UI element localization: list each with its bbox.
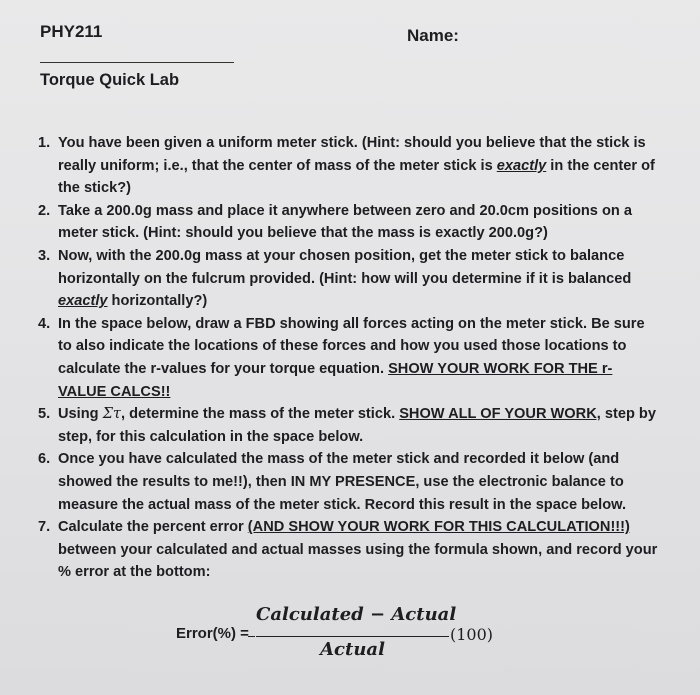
- step-item: [38, 245, 658, 313]
- header-rule: [40, 62, 234, 63]
- step-item: [38, 403, 658, 448]
- step-number: 2.: [38, 202, 51, 219]
- step-text: Now, with the 200.0g mass at your chosen position, get the meter stick to balance horizontally on the fulcrum provided. (Hint: how will you determine if it is balanced: [58, 247, 632, 287]
- formula-denominator: Actual: [320, 639, 385, 660]
- step-number: 4.: [38, 315, 51, 332]
- formula-numerator: Calculated − Actual: [256, 604, 457, 625]
- step-text: Calculate the percent error: [58, 519, 248, 536]
- step-number: 6.: [38, 451, 51, 468]
- instruction-list: [38, 132, 658, 584]
- name-label: Name:: [407, 26, 459, 45]
- course-code: PHY211: [40, 22, 103, 41]
- formula-label: Error(%) =: [176, 625, 249, 642]
- step-item: [38, 313, 658, 403]
- fraction-bar: [256, 636, 449, 637]
- step-text: Take a 200.0g mass and place it anywhere between zero and 20.0cm positions on a meter stick. (Hint: should you believe that the mass is exactly 200.0g?): [58, 202, 632, 242]
- step-text: Once you have calculated the mass of the meter stick and recorded it below (and showed the results to me!!), then IN MY PRESENCE, use the electronic balance to measure the actual mass of the meter stick. Record this result in the space below.: [58, 451, 626, 513]
- step-text: (AND SHOW YOUR WORK FOR THIS CALCULATION!!!): [247, 519, 630, 536]
- step-text: SHOW YOUR WORK FOR THE r-VALUE CALCS!!: [58, 360, 613, 400]
- step-item: [38, 200, 658, 245]
- step-text: exactly: [58, 293, 108, 310]
- formula-factor: (100): [450, 625, 494, 644]
- step-text: You have been given a uniform meter stick. (Hint: should you believe that the stick is really uniform; i.e., that the center of mass of the meter stick is: [58, 135, 646, 174]
- step-text: between your calculated and actual masses using the formula shown, and record your % error at the bottom:: [58, 541, 658, 581]
- step-text: horizontally?): [107, 293, 208, 310]
- step-item: [38, 132, 658, 200]
- step-text: In the space below, draw a FBD showing all forces acting on the meter stick. Be sure to also indicate the locations of these forces and how you used those locations to calculate the r-values for your torque equation.: [58, 315, 645, 377]
- lab-title: Torque Quick Lab: [40, 71, 180, 89]
- step-item: [38, 516, 658, 584]
- step-text: SHOW ALL OF YOUR WORK,: [399, 406, 601, 423]
- step-text: step by step, for this calculation in the space below.: [58, 406, 656, 445]
- step-text: Using: [58, 406, 103, 423]
- formula-dash: [248, 636, 255, 637]
- step-number: 7.: [38, 519, 51, 536]
- step-number: 5.: [38, 406, 51, 423]
- step-text: in the center of the stick?): [58, 157, 655, 197]
- step-number: 3.: [38, 247, 51, 264]
- step-text: , determine the mass of the meter stick.: [121, 406, 400, 423]
- step-number: 1.: [38, 135, 51, 151]
- step-text: exactly: [496, 157, 547, 174]
- sum-torque-symbol: Στ: [102, 405, 121, 423]
- step-item: [38, 448, 658, 516]
